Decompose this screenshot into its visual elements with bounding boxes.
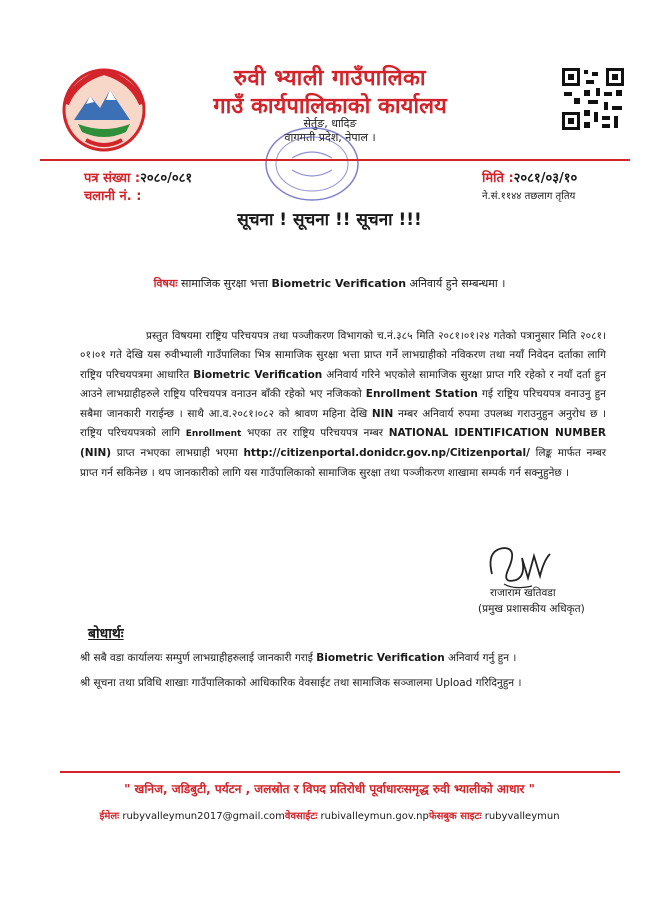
office-stamp — [262, 118, 362, 204]
header-divider — [40, 159, 630, 161]
date-value: २०८१/०३/१० — [513, 171, 578, 186]
footer-divider — [60, 771, 620, 773]
website-label: वेवसाईटः — [284, 811, 318, 822]
subject-bold: Biometric Verification — [271, 277, 407, 290]
dispatch-number — [84, 186, 141, 204]
notice-body — [80, 327, 606, 483]
reference-value: २०८०/०८१ — [140, 171, 193, 186]
office-name: गाउँ कार्यपालिकाको कार्यालय — [213, 94, 447, 119]
cc-item-it-section: श्री सूचना तथा प्रविधि शाखाः गाउँपालिकाको आधिकारिक वेवसाईट तथा सामाजिक सञ्जालमा Upload गरिदिनुहुन । — [80, 677, 522, 689]
email-label: ईमेलः — [99, 811, 120, 822]
email-link[interactable]: rubyvalleymun2017@gmail.com — [122, 811, 285, 822]
date-label: मिति : — [482, 171, 514, 186]
qr-code — [560, 66, 626, 132]
dispatch-label: चलानी नं. : — [84, 189, 142, 204]
subject-text: सामाजिक सुरक्षा भत्ता — [177, 277, 272, 290]
facebook-link[interactable]: rubyvalleymun — [484, 811, 560, 822]
footer-contact — [0, 808, 659, 822]
notice-heading: सूचना ! सूचना !! सूचना !!! — [237, 210, 422, 230]
reference-number — [84, 168, 192, 186]
website-link[interactable]: rubivalleymun.gov.np — [320, 811, 429, 822]
subject-line — [0, 276, 659, 291]
nepal-emblem-logo — [56, 60, 152, 156]
subject-label: विषयः — [153, 277, 178, 290]
address-line-1: सेर्तुङ, धादिङ — [303, 117, 357, 130]
signatory-title: (प्रमुख प्रशासकीय अधिकृत) — [478, 603, 585, 615]
citizen-portal-link[interactable]: http://citizenportal.donidcr.gov.np/Citizenportal/ — [243, 447, 530, 460]
cc-heading: बोधार्थः — [88, 626, 124, 642]
cc-item-ward-offices: श्री सबै वडा कार्यालयः सम्पुर्ण लाभग्राहीहरुलाई जानकारी गराई Biometric Verification अनिवार्य गर्नु हुन । — [80, 652, 517, 664]
body-paragraph: प्रस्तुत विषयमा राष्ट्रिय परिचयपत्र तथा पञ्जीकरण विभागको च.नं.३८५ मिति २०८१।०१।२४ गतेको पत्रानुसार मिति २०८१।०१।०१ गते देखि यस रुवीभ्याली गाउँपालिका भित्र सामाजिक सुरक्षा भत्ता प्राप्त गर्ने लाभग्राहीको नविकरण तथा नयाँ निवेदन दर्ताका लागि राष्ट्रिय परिचयपत्रमा आधारित Biometric Verification अनिवार्य गरिने भएकोले सामाजिक सुरक्षा प्राप्त गरि रहेको र नयाँ दर्ता हुन आउने लाभग्राहीहरुले राष्ट्रिय परिचयपत्र वनाउन बाँकी रहेको भए नजिकको Enrollment Station गई राष्ट्रिय परिचयपत्र वनाउनु हुन सबैमा जानकारी गराईन्छ । साथै आ.व.२०८१।०८२ को श्रावण महिना देखि NIN नम्बर अनिवार्य रुपमा उपलब्ध गराउनुहुन अनुरोध छ । राष्ट्रिय परिचयपत्रको लागि Enrollment भएका तर राष्ट्रिय परिचयपत्र नम्बर NATIONAL IDENTIFICATION NUMBER (NIN) प्राप्त नभएका लाभग्राही भएमा http://citizenportal.donidcr.gov.np/Citizenportal/ लिङ्क मार्फत नम्बर प्राप्त गर्न सकिनेछ । थप जानकारीको लागि यस गाउँपालिकाको सामाजिक सुरक्षा तथा पञ्जीकरण शाखामा सम्पर्क गर्न सक्नुहुनेछ । — [80, 330, 607, 479]
org-name: रुवी भ्याली गाउँपालिका — [233, 66, 427, 91]
subject-text-end: अनिवार्य हुने सम्बन्धमा । — [406, 277, 506, 290]
signatory-name: राजाराम खतिवडा — [490, 587, 556, 599]
address-line-2: वागमती प्रदेश, नेपाल । — [284, 131, 376, 144]
nepal-sambat-date: ने.सं.११४४ तछलाग तृतिय — [482, 191, 576, 202]
reference-label: पत्र संख्या : — [84, 171, 141, 186]
facebook-label: फेसबुक साइटः — [428, 811, 482, 822]
date — [482, 168, 577, 186]
signature-image — [478, 540, 558, 592]
footer-slogan: " खनिज, जडिबुटी, पर्यटन , जलस्रोत र विपद प्रतिरोधी पूर्वाधारःसमृद्ध रुवी भ्यालीको आधार " — [124, 782, 535, 796]
